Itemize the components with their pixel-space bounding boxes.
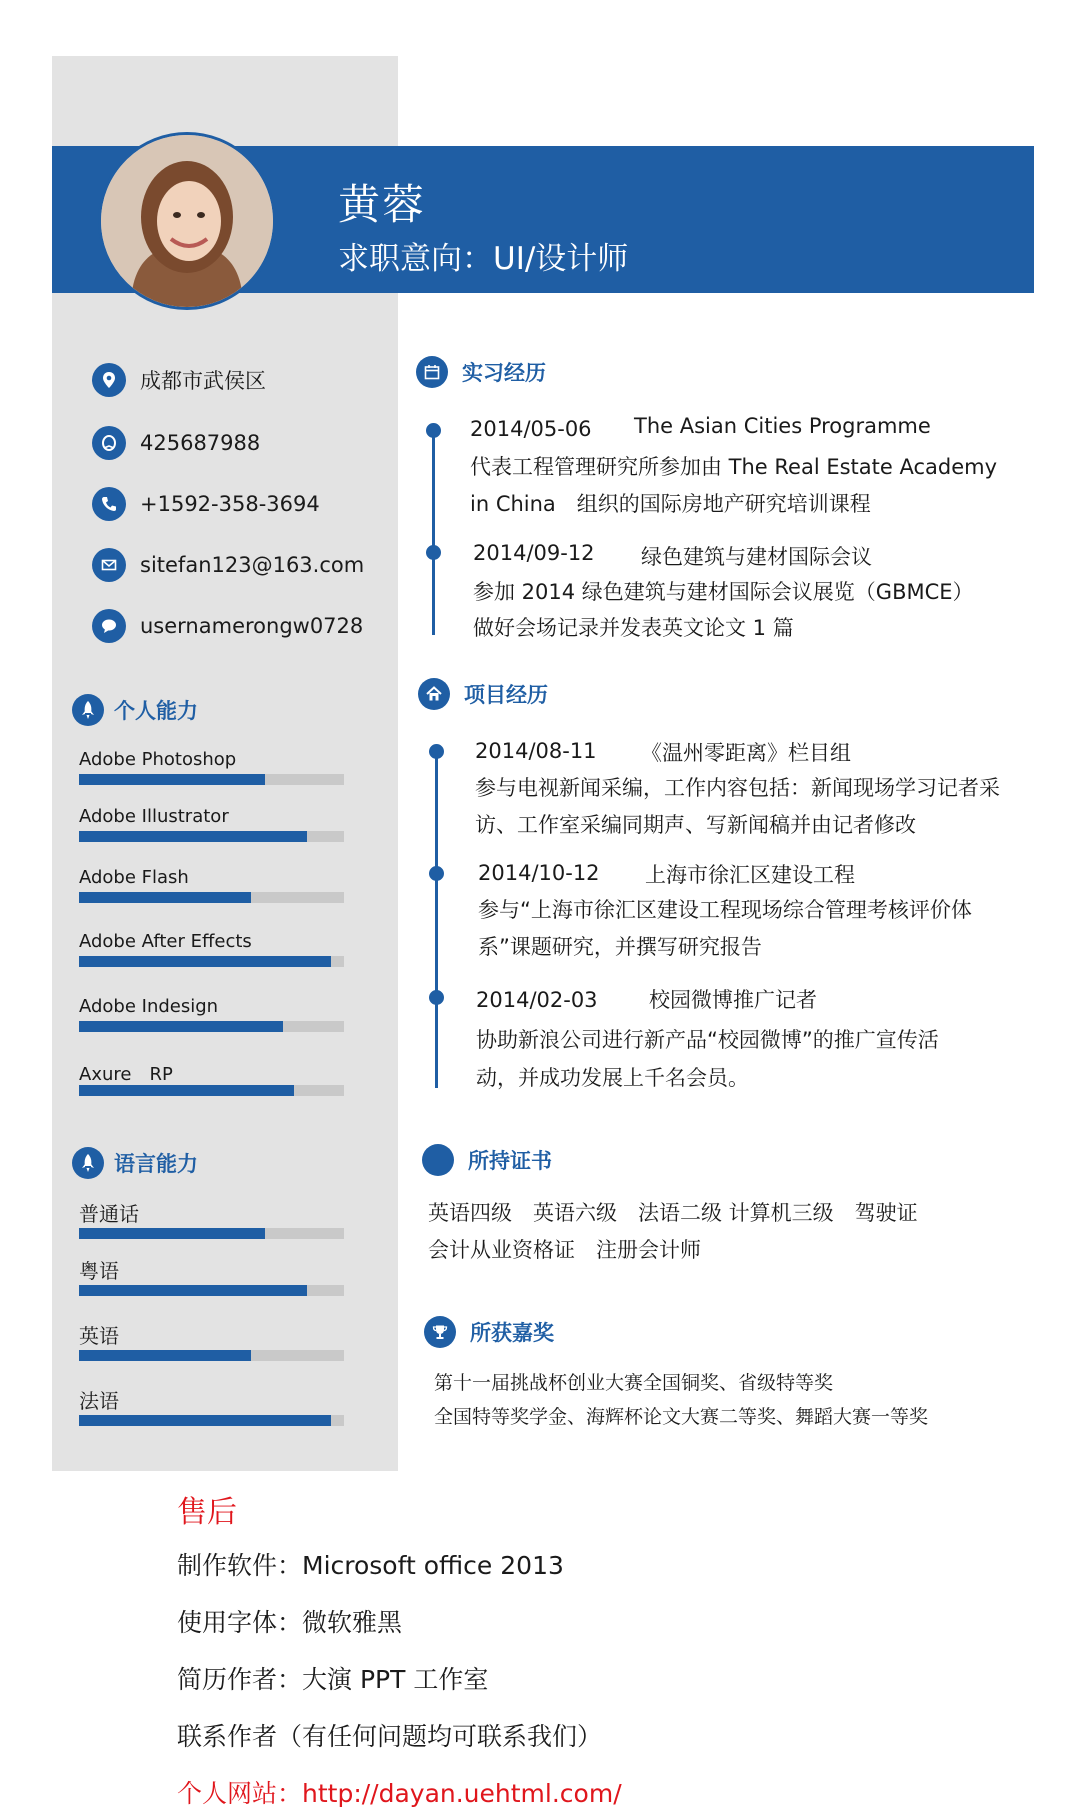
timeline-dot	[426, 545, 441, 560]
languages-title: 语言能力	[114, 1152, 198, 1176]
internship-name: The Asian Cities Programme	[634, 414, 931, 438]
skill-bar	[79, 774, 344, 785]
project-desc: 参与电视新闻采编，工作内容包括：新闻现场学习记者采	[475, 776, 1000, 800]
website-link[interactable]: 个人网站：http://dayan.uehtml.com/	[177, 1779, 622, 1808]
candidate-name: 黄蓉	[338, 180, 427, 229]
skill-bar	[79, 1085, 344, 1096]
language-label: 法语	[79, 1389, 119, 1413]
skill-label: Adobe Flash	[79, 867, 189, 888]
language-bar-fill	[79, 1228, 265, 1239]
internship-desc: 代表工程管理研究所参加由 The Real Estate Academy	[470, 455, 998, 479]
awards-line: 第十一届挑战杯创业大赛全国铜奖、省级特等奖	[434, 1372, 834, 1394]
skill-label: Adobe After Effects	[79, 931, 252, 952]
internship-name: 绿色建筑与建材国际会议	[641, 545, 872, 569]
contact-author-line: 联系作者（有任何问题均可联系我们）	[177, 1722, 603, 1751]
contact-qq-text: 425687988	[140, 431, 261, 455]
project-name: 《温州零距离》栏目组	[641, 741, 851, 765]
project-desc: 参与“上海市徐汇区建设工程现场综合管理考核评价体	[478, 898, 972, 922]
project-desc: 访、工作室采编同期声、写新闻稿并由记者修改	[475, 813, 916, 837]
timeline-dot	[429, 866, 444, 881]
skill-label: Axure RP	[79, 1064, 173, 1085]
project-date: 2014/08-11	[475, 739, 597, 763]
contact-email	[92, 547, 364, 583]
skill-bar	[79, 956, 344, 967]
internship-heading	[416, 356, 546, 388]
skill-bar	[79, 1021, 344, 1032]
project-desc: 系”课题研究，并撰写研究报告	[478, 935, 762, 959]
skill-label: Adobe Illustrator	[79, 806, 229, 827]
certificates-line: 英语四级 英语六级 法语二级 计算机三级 驾驶证	[428, 1201, 918, 1225]
author-line: 简历作者：大演 PPT 工作室	[177, 1665, 489, 1694]
avatar-portrait-icon	[101, 135, 273, 307]
timeline-dot	[429, 990, 444, 1005]
skill-bar	[79, 831, 344, 842]
projects-title: 项目经历	[464, 683, 548, 707]
internship-date: 2014/05-06	[470, 417, 592, 441]
certificate-icon	[422, 1144, 454, 1176]
language-label: 普通话	[79, 1202, 139, 1226]
project-desc: 动，并成功发展上千名会员。	[476, 1066, 749, 1090]
language-bar	[79, 1285, 344, 1296]
certificates-line: 会计从业资格证 注册会计师	[428, 1238, 701, 1262]
contact-qq	[92, 425, 260, 461]
skill-label: Adobe Indesign	[79, 996, 219, 1017]
qq-icon	[92, 426, 126, 460]
languages-heading	[72, 1147, 198, 1179]
internship-desc: in China 组织的国际房地产研究培训课程	[470, 492, 871, 516]
contact-chat	[92, 608, 363, 644]
contact-email-text: sitefan123@163.com	[140, 553, 365, 577]
certificates-title: 所持证书	[468, 1149, 552, 1173]
skill-bar-fill	[79, 1085, 294, 1096]
language-item	[79, 1385, 344, 1414]
location-icon	[92, 363, 126, 397]
chat-icon	[92, 609, 126, 643]
phone-icon	[92, 487, 126, 521]
project-name: 校园微博推广记者	[649, 988, 817, 1012]
language-label: 粤语	[79, 1259, 119, 1283]
skill-item	[79, 749, 344, 770]
job-intent: 求职意向：UI/设计师	[338, 241, 629, 277]
internship-desc: 参加 2014 绿色建筑与建材国际会议展览（GBMCE）	[473, 580, 974, 604]
skill-item	[79, 867, 344, 888]
home-icon	[418, 678, 450, 710]
language-bar	[79, 1228, 344, 1239]
skill-item	[79, 806, 344, 827]
projects-heading	[418, 678, 548, 710]
skills-heading	[72, 694, 198, 726]
contact-phone-text: +1592-358-3694	[140, 492, 320, 516]
skill-bar-fill	[79, 892, 251, 903]
skill-bar-fill	[79, 774, 265, 785]
contact-location	[92, 362, 266, 398]
trophy-icon	[424, 1316, 456, 1348]
skills-title: 个人能力	[114, 699, 198, 723]
language-bar	[79, 1350, 344, 1361]
projects-timeline	[435, 752, 438, 1088]
language-item	[79, 1255, 344, 1284]
skill-label: Adobe Photoshop	[79, 749, 237, 770]
language-bar	[79, 1415, 344, 1426]
rocket-icon	[72, 1147, 104, 1179]
font-line: 使用字体：微软雅黑	[177, 1608, 403, 1637]
skill-item	[79, 931, 344, 952]
project-name: 上海市徐汇区建设工程	[645, 863, 855, 887]
certificates-heading	[422, 1144, 552, 1176]
skill-bar-fill	[79, 1021, 283, 1032]
project-date: 2014/10-12	[478, 861, 600, 885]
contact-phone	[92, 486, 320, 522]
language-label: 英语	[79, 1324, 119, 1348]
awards-line: 全国特等奖学金、海辉杯论文大赛二等奖、舞蹈大赛一等奖	[434, 1406, 929, 1428]
language-item	[79, 1320, 344, 1349]
skill-item	[79, 996, 344, 1017]
project-date: 2014/02-03	[476, 988, 598, 1012]
internship-date: 2014/09-12	[473, 541, 595, 565]
email-icon	[92, 548, 126, 582]
skill-bar-fill	[79, 831, 307, 842]
skill-item	[79, 1060, 344, 1086]
language-bar-fill	[79, 1350, 251, 1361]
timeline-dot	[426, 423, 441, 438]
internship-timeline	[432, 430, 435, 635]
skill-bar	[79, 892, 344, 903]
contact-location-text: 成都市武侯区	[140, 369, 266, 393]
skill-bar-fill	[79, 956, 331, 967]
awards-title: 所获嘉奖	[470, 1321, 554, 1345]
avatar	[98, 132, 276, 310]
after-sales-heading: 售后	[177, 1495, 237, 1530]
awards-heading	[424, 1316, 554, 1348]
internship-title: 实习经历	[462, 361, 546, 385]
language-item	[79, 1198, 344, 1227]
calendar-icon	[416, 356, 448, 388]
project-desc: 协助新浪公司进行新产品“校园微博”的推广宣传活	[476, 1028, 939, 1052]
contact-chat-text: usernamerongw0728	[140, 614, 364, 638]
internship-desc: 做好会场记录并发表英文论文 1 篇	[473, 616, 794, 640]
language-bar-fill	[79, 1285, 307, 1296]
rocket-icon	[72, 694, 104, 726]
software-line: 制作软件：Microsoft office 2013	[177, 1551, 564, 1580]
language-bar-fill	[79, 1415, 331, 1426]
timeline-dot	[429, 744, 444, 759]
